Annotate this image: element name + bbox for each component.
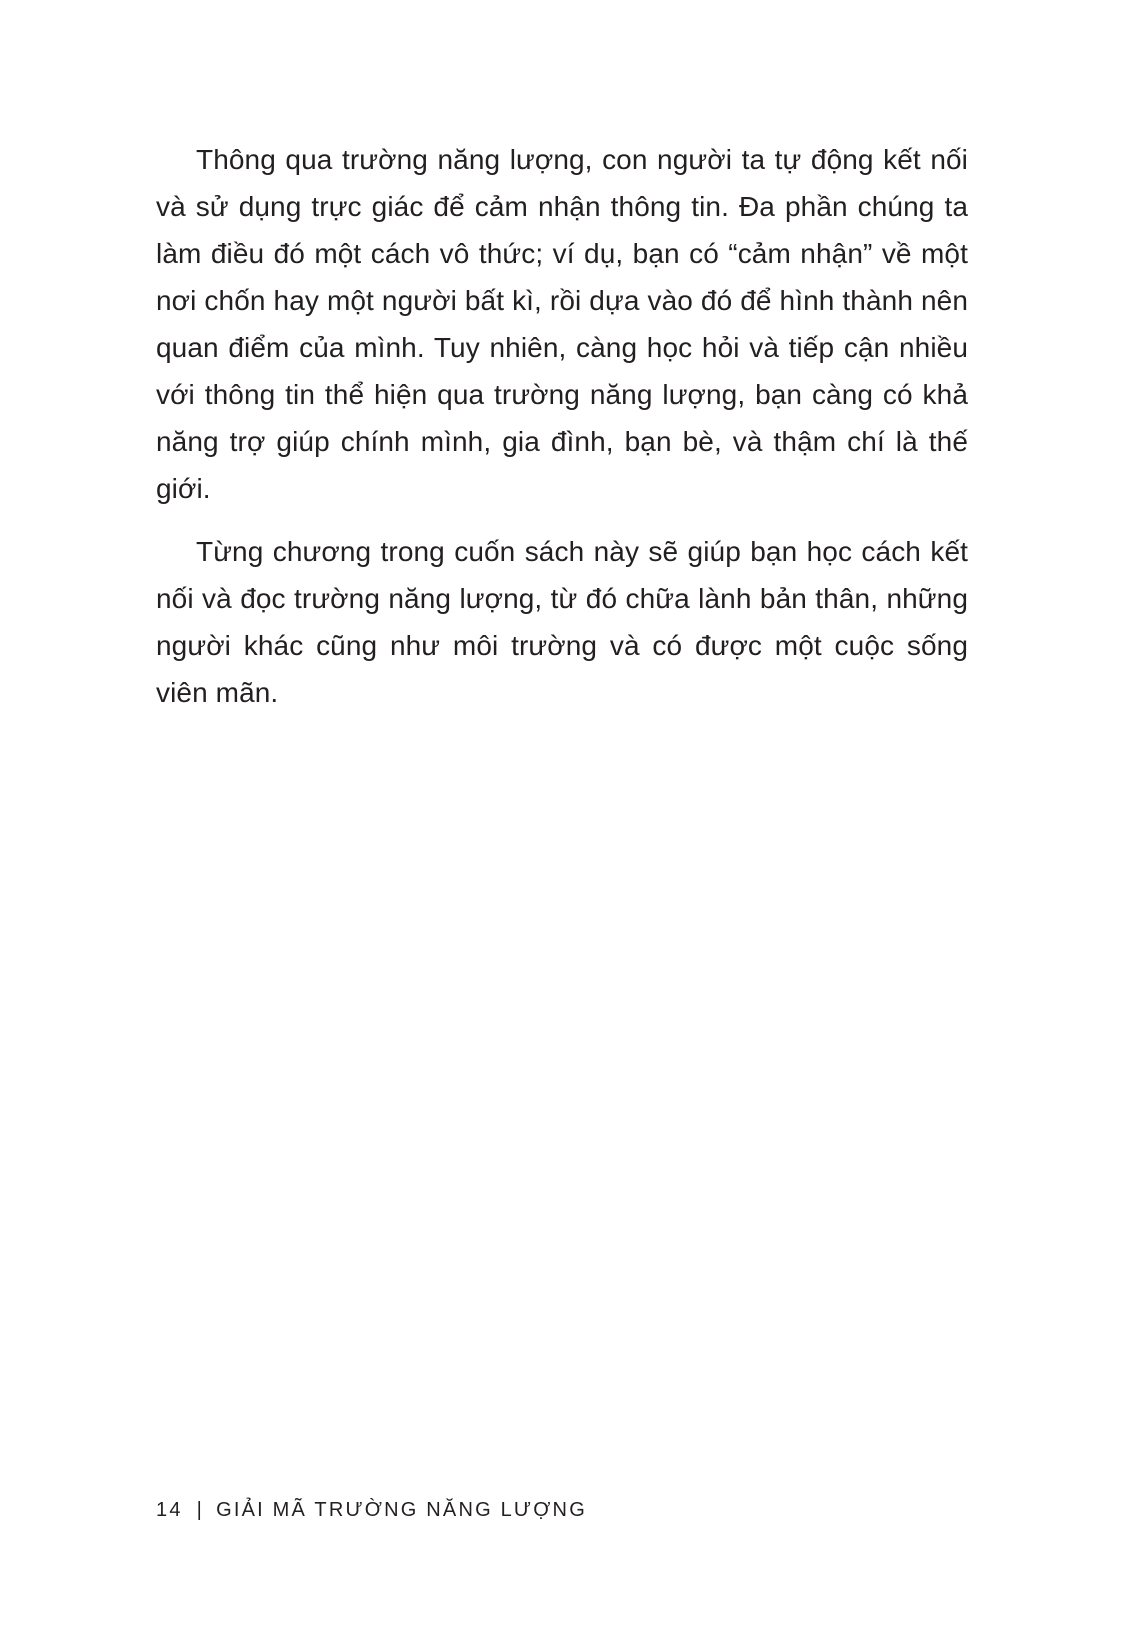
body-text — [156, 136, 968, 732]
page-number: 14 — [156, 1498, 183, 1521]
page-footer — [156, 1495, 587, 1525]
paragraph: Từng chương trong cuốn sách này sẽ giúp bạn học cách kết nối và đọc trường năng lượng, từ đó chữa lành bản thân, những người khác cũng như môi trường và có được một cuộc sống viên mãn. — [156, 536, 968, 708]
footer-separator: | — [196, 1498, 205, 1521]
running-title: GIẢI MÃ TRƯỜNG NĂNG LƯỢNG — [216, 1498, 587, 1521]
paragraph: Thông qua trường năng lượng, con người ta tự động kết nối và sử dụng trực giác để cảm nhận thông tin. Đa phần chúng ta làm điều đó một cách vô thức; ví dụ, bạn có “cảm nhận” về một nơi chốn hay một người bất kì, rồi dựa vào đó để hình thành nên quan điểm của mình. Tuy nhiên, càng học hỏi và tiếp cận nhiều với thông tin thể hiện qua trường năng lượng, bạn càng có khả năng trợ giúp chính mình, gia đình, bạn bè, và thậm chí là thế giới. — [156, 144, 968, 504]
